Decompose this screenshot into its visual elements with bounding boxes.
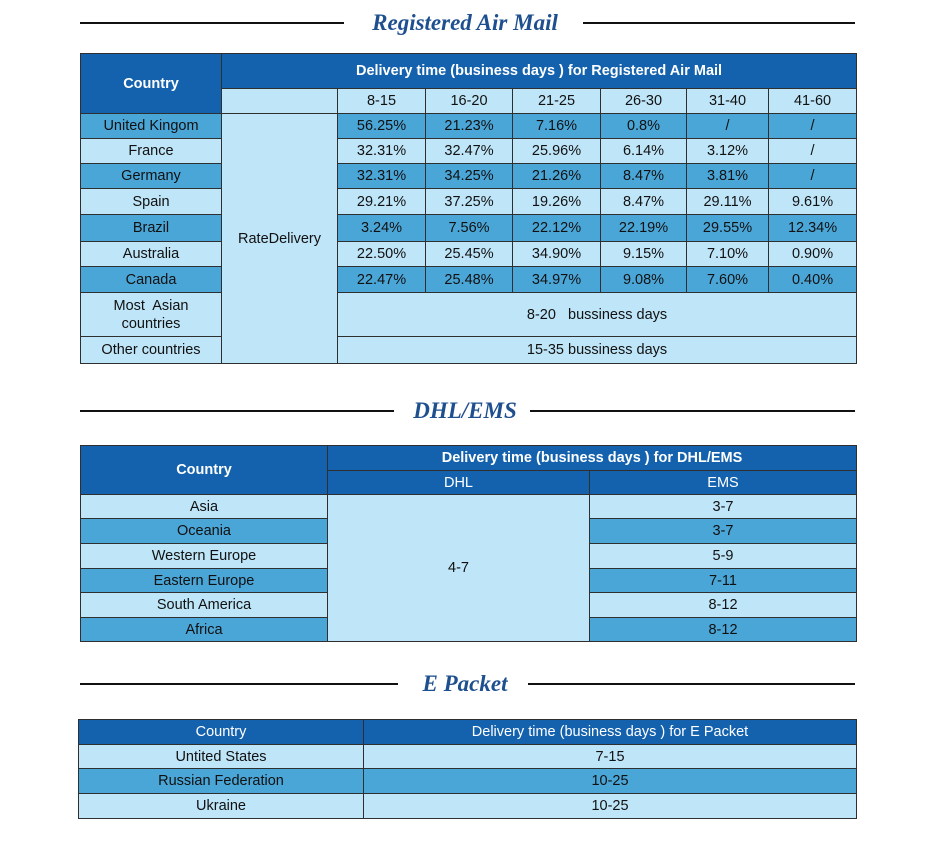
epacket-section-heading <box>0 666 930 702</box>
rate-cell: / <box>687 114 769 139</box>
dhl-column-header: DHL <box>328 471 590 495</box>
heading-rule-right <box>530 410 855 412</box>
table-row <box>79 794 857 819</box>
table-row <box>81 114 857 139</box>
rate-cell: 7.10% <box>687 242 769 267</box>
epacket-country-header: Country <box>79 720 364 745</box>
air-mail-country-header: Country <box>81 54 222 114</box>
region-cell: Western Europe <box>81 544 328 569</box>
rate-cell: 3.81% <box>687 164 769 189</box>
epacket-delivery-header: Delivery time (business days ) for E Packet <box>364 720 857 745</box>
country-cell <box>81 293 222 337</box>
table-row <box>81 139 857 164</box>
rate-cell: 3.12% <box>687 139 769 164</box>
delivery-cell: 10-25 <box>364 769 857 794</box>
ems-cell: 3-7 <box>590 519 857 544</box>
ems-cell: 3-7 <box>590 495 857 519</box>
country-cell: Brazil <box>81 215 222 242</box>
range-header: 21-25 <box>513 89 601 114</box>
region-cell: Eastern Europe <box>81 569 328 593</box>
rate-cell: 3.24% <box>338 215 426 242</box>
ems-cell: 8-12 <box>590 618 857 642</box>
table-row <box>81 242 857 267</box>
rate-cell: 21.23% <box>426 114 513 139</box>
rate-cell: 25.45% <box>426 242 513 267</box>
rate-cell: 0.90% <box>769 242 857 267</box>
dhl-ems-title: DHL/EMS <box>413 398 517 423</box>
dhl-ems-table <box>80 445 857 642</box>
table-row <box>81 215 857 242</box>
rate-cell: 9.61% <box>769 189 857 215</box>
table-row <box>81 337 857 364</box>
rate-cell: / <box>769 114 857 139</box>
epacket-table <box>78 719 857 819</box>
rate-cell: 21.26% <box>513 164 601 189</box>
epacket-title: E Packet <box>422 671 508 696</box>
air-mail-title: Registered Air Mail <box>372 10 558 35</box>
table-row <box>81 164 857 189</box>
rate-cell: 34.90% <box>513 242 601 267</box>
country-cell: Ukraine <box>79 794 364 819</box>
rate-cell: 32.31% <box>338 139 426 164</box>
table-row <box>81 267 857 293</box>
rate-cell: 22.47% <box>338 267 426 293</box>
ems-column-header: EMS <box>590 471 857 495</box>
dhl-value-cell: 4-7 <box>328 495 590 642</box>
other-delivery-cell: 15-35 bussiness days <box>338 337 857 364</box>
rate-cell: 34.25% <box>426 164 513 189</box>
range-header: 8-15 <box>338 89 426 114</box>
rate-cell: 32.47% <box>426 139 513 164</box>
asian-countries-label: Most Asian countries <box>113 297 193 332</box>
country-cell: United Kingom <box>81 114 222 139</box>
delivery-cell: 10-25 <box>364 794 857 819</box>
dhl-country-header: Country <box>81 446 328 495</box>
rate-cell: 29.55% <box>687 215 769 242</box>
rate-cell: 0.40% <box>769 267 857 293</box>
heading-rule-right <box>528 683 855 685</box>
asian-delivery-cell: 8-20 bussiness days <box>338 293 857 337</box>
country-cell: Canada <box>81 267 222 293</box>
rate-cell: 32.31% <box>338 164 426 189</box>
rate-cell: 22.12% <box>513 215 601 242</box>
rate-cell: 34.97% <box>513 267 601 293</box>
table-row <box>79 769 857 794</box>
country-cell: Other countries <box>81 337 222 364</box>
rate-cell: / <box>769 164 857 189</box>
range-header-blank <box>222 89 338 114</box>
region-cell: Oceania <box>81 519 328 544</box>
rate-cell: 19.26% <box>513 189 601 215</box>
table-row <box>81 495 857 519</box>
ems-cell: 7-11 <box>590 569 857 593</box>
rate-cell: 29.11% <box>687 189 769 215</box>
rate-delivery-label: RateDelivery <box>222 114 338 364</box>
rate-cell: 29.21% <box>338 189 426 215</box>
table-row <box>81 293 857 337</box>
country-cell: France <box>81 139 222 164</box>
country-cell: Spain <box>81 189 222 215</box>
rate-cell: 22.19% <box>601 215 687 242</box>
dhl-delivery-header: Delivery time (business days ) for DHL/EMS <box>328 446 857 471</box>
rate-cell: 0.8% <box>601 114 687 139</box>
ems-cell: 5-9 <box>590 544 857 569</box>
country-cell: Australia <box>81 242 222 267</box>
table-row <box>81 189 857 215</box>
air-mail-delivery-header: Delivery time (business days ) for Registered Air Mail <box>222 54 857 89</box>
country-cell: Germany <box>81 164 222 189</box>
rate-cell: 22.50% <box>338 242 426 267</box>
rate-cell: 7.56% <box>426 215 513 242</box>
heading-rule-right <box>583 22 855 24</box>
range-header: 31-40 <box>687 89 769 114</box>
dhl-ems-section-heading <box>0 393 930 429</box>
rate-cell: 7.16% <box>513 114 601 139</box>
rate-cell: 9.15% <box>601 242 687 267</box>
range-header: 26-30 <box>601 89 687 114</box>
rate-cell: 8.47% <box>601 189 687 215</box>
rate-cell: 8.47% <box>601 164 687 189</box>
rate-cell: 12.34% <box>769 215 857 242</box>
range-header: 41-60 <box>769 89 857 114</box>
table-row <box>79 745 857 769</box>
rate-cell: 9.08% <box>601 267 687 293</box>
rate-cell: 25.96% <box>513 139 601 164</box>
rate-cell: 25.48% <box>426 267 513 293</box>
rate-cell: 6.14% <box>601 139 687 164</box>
country-cell: Untited States <box>79 745 364 769</box>
rate-cell: 56.25% <box>338 114 426 139</box>
delivery-cell: 7-15 <box>364 745 857 769</box>
region-cell: South America <box>81 593 328 618</box>
air-mail-table <box>80 53 857 364</box>
range-header: 16-20 <box>426 89 513 114</box>
region-cell: Asia <box>81 495 328 519</box>
rate-cell: 7.60% <box>687 267 769 293</box>
ems-cell: 8-12 <box>590 593 857 618</box>
rate-cell: / <box>769 139 857 164</box>
air-mail-section-heading <box>0 5 930 41</box>
region-cell: Africa <box>81 618 328 642</box>
country-cell: Russian Federation <box>79 769 364 794</box>
rate-cell: 37.25% <box>426 189 513 215</box>
